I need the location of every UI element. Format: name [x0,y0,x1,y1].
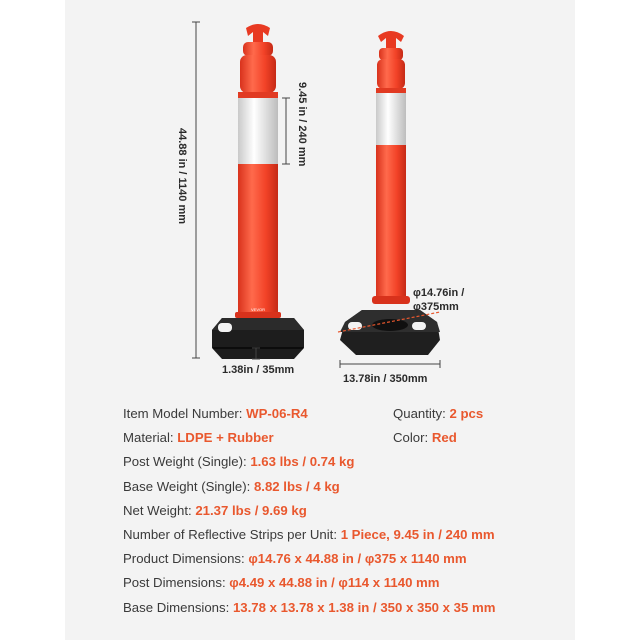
spec-row-material [123,426,543,450]
right-base [338,310,440,355]
spec-label: Post Weight (Single): [123,454,247,470]
spec-label: Quantity: [393,406,446,421]
svg-text:VEVOR: VEVOR [250,307,266,312]
spec-row-product-dimensions [123,547,543,571]
spec-value: Red [431,430,457,446]
base-width-label: 13.78in / 350mm [343,373,428,385]
spec-value: 1 Piece, 9.45 in / 240 mm [340,526,495,542]
spec-value: 21.37 lbs / 9.69 kg [195,502,307,518]
spec-label: Net Weight: [123,502,192,518]
spec-label: Post Dimensions: [123,575,226,591]
strip-length-label: 9.45 in / 240 mm [296,82,308,167]
spec-value: WP-06-R4 [246,406,308,421]
spec-label: Base Weight (Single): [123,478,251,494]
left-base [212,318,304,359]
thickness-label: 1.38in / 35mm [222,364,295,376]
strip-dimension-line [282,98,290,164]
diameter-label-line2: φ375mm [413,301,459,313]
spec-row-post-dimensions [123,571,543,595]
spec-row-net-weight [123,499,543,523]
height-dimension-line [192,22,200,358]
spec-value: 13.78 x 13.78 x 1.38 in / 350 x 350 x 35 mm [232,599,496,615]
diameter-label-line1: φ14.76in / [413,287,465,299]
spec-value: LDPE + Rubber [177,430,274,446]
spec-row-strips [123,523,543,547]
spec-label: Material: [123,430,174,446]
spec-value: φ14.76 x 44.88 in / φ375 x 1140 mm [248,551,467,567]
spec-value: 1.63 lbs / 0.74 kg [250,454,355,470]
height-label: 44.88 in / 1140 mm [176,128,188,225]
spec-value: 2 pcs [449,406,484,421]
reflective-strip-right [376,93,406,145]
right-post [372,31,410,304]
spec-value: φ4.49 x 44.88 in / φ114 x 1140 mm [229,575,440,591]
spec-value: 8.82 lbs / 4 kg [253,478,340,494]
spec-row-model [123,402,543,426]
spec-label: Number of Reflective Strips per Unit: [123,526,338,542]
spec-label: Color: [393,430,429,446]
spec-label: Item Model Number: [123,406,243,421]
spec-label: Base Dimensions: [123,599,230,615]
specifications-list [123,402,543,620]
spec-row-post-weight [123,450,543,474]
left-post [235,24,281,318]
base-width-dimension-line [340,360,440,368]
reflective-strip-left [238,98,278,164]
spec-label: Product Dimensions: [123,551,245,567]
spec-row-base-dimensions [123,596,543,620]
spec-row-base-weight [123,475,543,499]
